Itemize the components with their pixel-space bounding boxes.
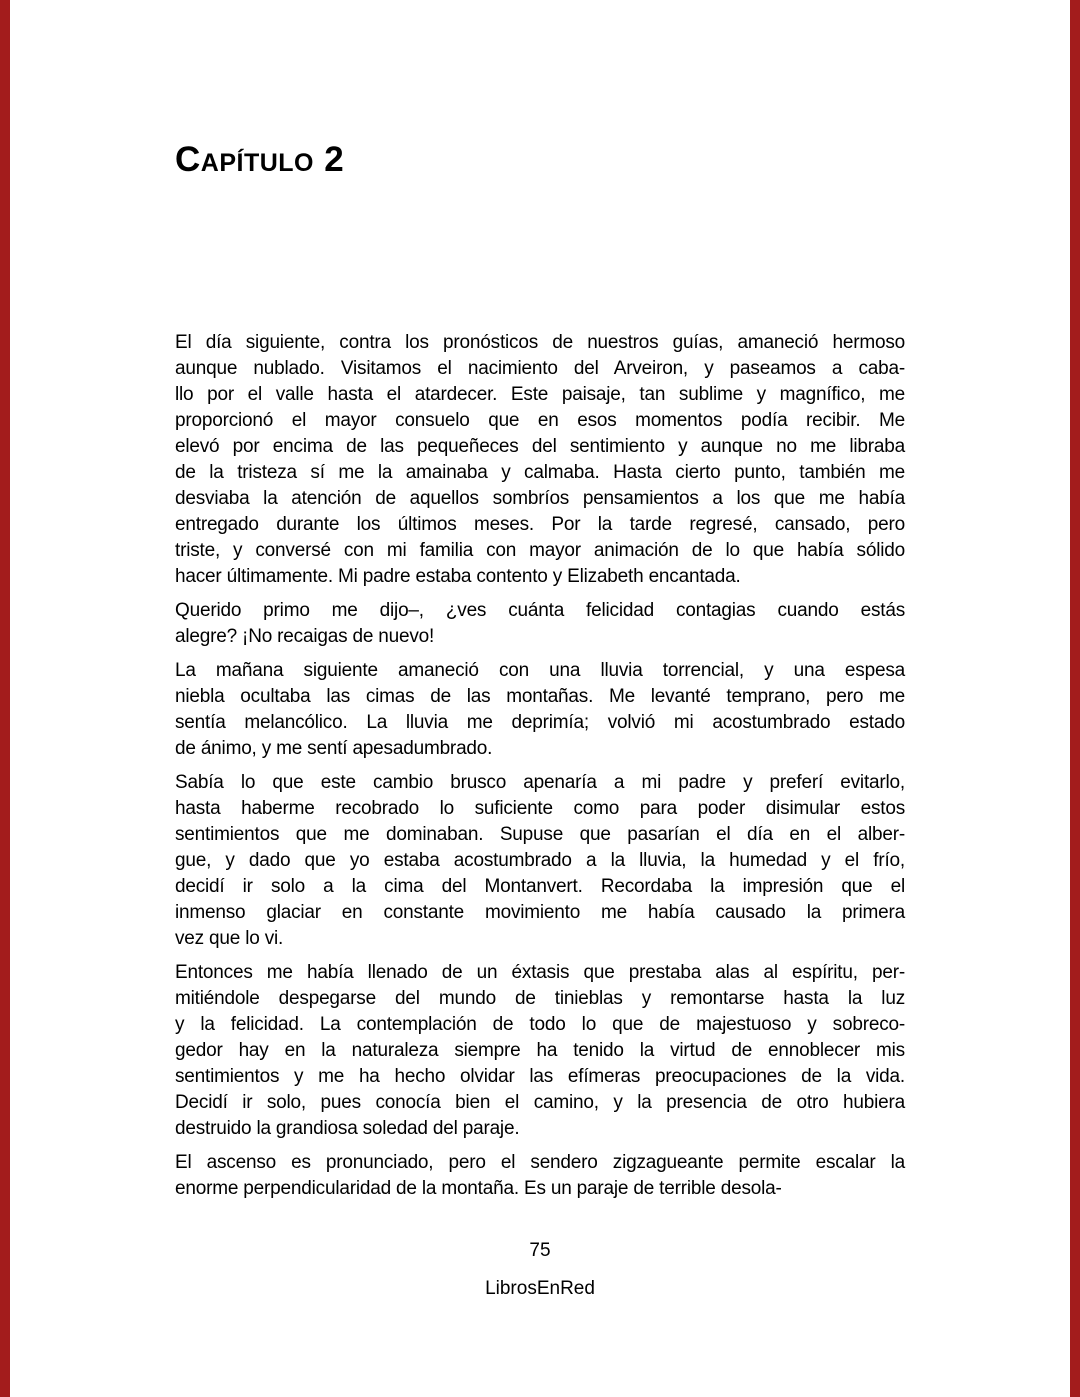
text-line: sentimientos y me ha hecho olvidar las efímeras preocupaciones de la vida. bbox=[175, 1066, 905, 1087]
text-line: gue, y dado que yo estaba acostumbrado a la lluvia, la humedad y el frío, bbox=[175, 850, 905, 871]
text-line: proporcionó el mayor consuelo que en esos momentos podía recibir. Me bbox=[175, 410, 905, 431]
paragraph bbox=[175, 658, 905, 762]
text-line: alegre? ¡No recaigas de nuevo! bbox=[175, 626, 435, 647]
paragraph bbox=[175, 598, 905, 650]
page-edge-band-left bbox=[0, 0, 10, 1397]
text-line: La mañana siguiente amaneció con una lluvia torrencial, y una espesa bbox=[175, 660, 905, 681]
text-line: sentía melancólico. La lluvia me deprimía; volvió mi acostumbrado estado bbox=[175, 712, 905, 733]
body-text bbox=[175, 330, 905, 1210]
text-line: niebla ocultaba las cimas de las montañas. Me levanté temprano, pero me bbox=[175, 686, 905, 707]
text-line: de la tristeza sí me la amainaba y calmaba. Hasta cierto punto, también me bbox=[175, 462, 905, 483]
page-edge-band-right bbox=[1070, 0, 1080, 1397]
text-line: elevó por encima de las pequeñeces del sentimiento y aunque no me libraba bbox=[175, 436, 905, 457]
text-line: sentimientos que me dominaban. Supuse que pasarían el día en el alber- bbox=[175, 824, 905, 845]
paragraph bbox=[175, 330, 905, 590]
page-number: 75 bbox=[529, 1240, 551, 1261]
text-line: llo por el valle hasta el atardecer. Este paisaje, tan sublime y magnífico, me bbox=[175, 384, 905, 405]
text-line: El ascenso es pronunciado, pero el sendero zigzagueante permite escalar la bbox=[175, 1152, 905, 1173]
paragraph bbox=[175, 1150, 905, 1202]
text-line: y la felicidad. La contemplación de todo lo que de majestuoso y sobreco- bbox=[175, 1014, 905, 1035]
text-line: vez que lo vi. bbox=[175, 928, 284, 949]
text-line: aunque nublado. Visitamos el nacimiento del Arveiron, y paseamos a caba- bbox=[175, 358, 905, 379]
publisher-name: LibrosEnRed bbox=[485, 1278, 595, 1299]
text-line: hasta haberme recobrado lo suficiente como para poder disimular estos bbox=[175, 798, 905, 819]
text-line: destruido la grandiosa soledad del paraje. bbox=[175, 1118, 520, 1139]
paragraph bbox=[175, 960, 905, 1142]
text-line: enorme perpendicularidad de la montaña. Es un paraje de terrible desola- bbox=[175, 1178, 782, 1199]
text-line: hacer últimamente. Mi padre estaba contento y Elizabeth encantada. bbox=[175, 566, 741, 587]
text-line: Sabía lo que este cambio brusco apenaría a mi padre y preferí evitarlo, bbox=[175, 772, 905, 793]
text-line: Entonces me había llenado de un éxtasis que prestaba alas al espíritu, per- bbox=[175, 962, 905, 983]
text-line: mitiéndole despegarse del mundo de tinieblas y remontarse hasta la luz bbox=[175, 988, 905, 1009]
text-line: de ánimo, y me sentí apesadumbrado. bbox=[175, 738, 493, 759]
text-line: decidí ir solo a la cima del Montanvert. Recordaba la impresión que el bbox=[175, 876, 905, 897]
text-line: entregado durante los últimos meses. Por la tarde regresé, cansado, pero bbox=[175, 514, 905, 535]
text-line: gedor hay en la naturaleza siempre ha tenido la virtud de ennoblecer mis bbox=[175, 1040, 905, 1061]
paragraph bbox=[175, 770, 905, 952]
text-line: triste, y conversé con mi familia con mayor animación de lo que había sólido bbox=[175, 540, 905, 561]
text-line: inmenso glaciar en constante movimiento me había causado la primera bbox=[175, 902, 905, 923]
text-line: Decidí ir solo, pues conocía bien el camino, y la presencia de otro hubiera bbox=[175, 1092, 905, 1113]
chapter-title: Capítulo 2 bbox=[175, 140, 345, 179]
text-line: Querido primo me dijo–, ¿ves cuánta felicidad contagias cuando estás bbox=[175, 600, 905, 621]
text-line: El día siguiente, contra los pronósticos de nuestros guías, amaneció hermoso bbox=[175, 332, 905, 353]
text-line: desviaba la atención de aquellos sombríos pensamientos a los que me había bbox=[175, 488, 905, 509]
